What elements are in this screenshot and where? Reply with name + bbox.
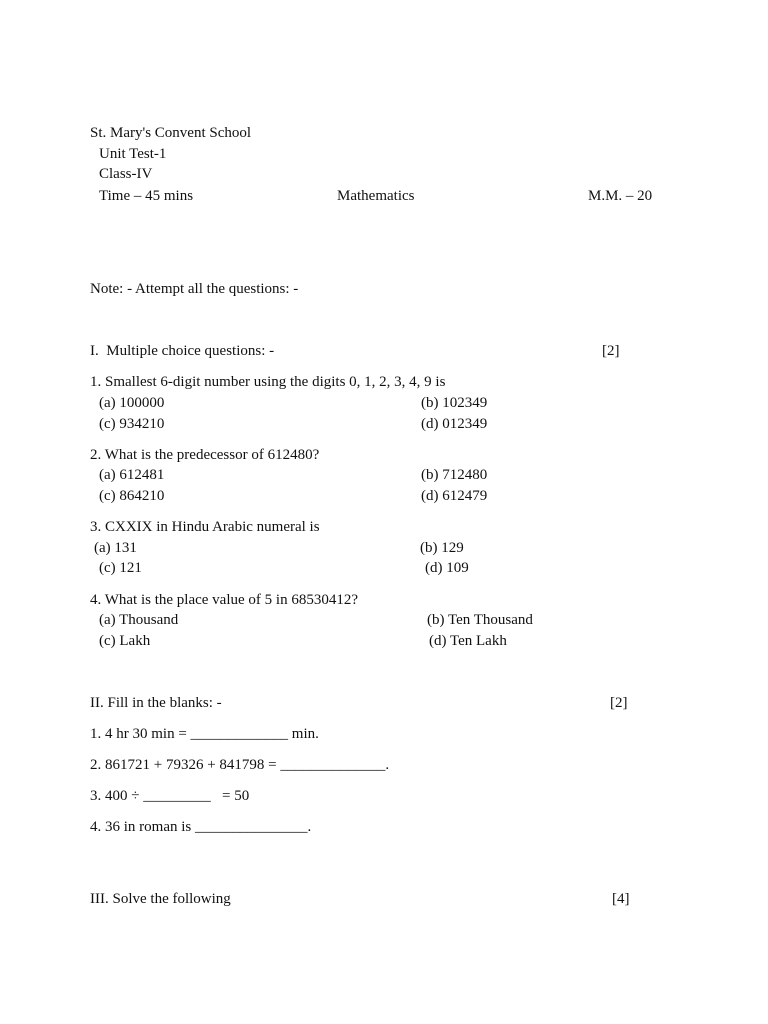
option: (b) 129 (420, 540, 464, 556)
question-text: 1. 4 hr 30 min = _____________ min. (90, 726, 319, 742)
note: Note: - Attempt all the questions: - (90, 281, 299, 297)
section-title: II. Fill in the blanks: - (90, 695, 222, 711)
max-marks: M.M. – 20 (588, 188, 653, 204)
question-text: 3. CXXIX in Hindu Arabic numeral is (90, 519, 320, 535)
option: (b) 102349 (421, 395, 488, 411)
option: (d) 612479 (421, 488, 488, 504)
option: (a) 612481 (99, 467, 165, 483)
class-name: Class-IV (99, 166, 153, 182)
section-marks: [4] (612, 891, 630, 907)
option: (a) Thousand (99, 612, 179, 628)
option: (d) 012349 (421, 416, 488, 432)
option: (c) 121 (99, 560, 142, 576)
test-name: Unit Test-1 (99, 146, 167, 162)
section-marks: [2] (610, 695, 628, 711)
question-text: 3. 400 ÷ _________ = 50 (90, 788, 250, 804)
question-text: 4. What is the place value of 5 in 68530412? (90, 592, 358, 608)
option: (a) 100000 (99, 395, 165, 411)
section-title: I. Multiple choice questions: - (90, 343, 275, 359)
question-text: 4. 36 in roman is _______________. (90, 819, 312, 835)
option: (c) 864210 (99, 488, 165, 504)
subject-name: Mathematics (337, 188, 415, 204)
option: (b) 712480 (421, 467, 488, 483)
option: (c) 934210 (99, 416, 165, 432)
school-name: St. Mary's Convent School (90, 125, 252, 141)
question-text: 1. Smallest 6-digit number using the digits 0, 1, 2, 3, 4, 9 is (90, 374, 446, 390)
question-text: 2. 861721 + 79326 + 841798 = ______________. (90, 757, 390, 773)
option: (c) Lakh (99, 633, 151, 649)
section-marks: [2] (602, 343, 620, 359)
option: (a) 131 (94, 540, 137, 556)
section-title: III. Solve the following (90, 891, 231, 907)
option: (d) 109 (425, 560, 469, 576)
option: (d) Ten Lakh (429, 633, 507, 649)
option: (b) Ten Thousand (427, 612, 533, 628)
time-allowed: Time – 45 mins (99, 188, 194, 204)
question-text: 2. What is the predecessor of 612480? (90, 447, 320, 463)
